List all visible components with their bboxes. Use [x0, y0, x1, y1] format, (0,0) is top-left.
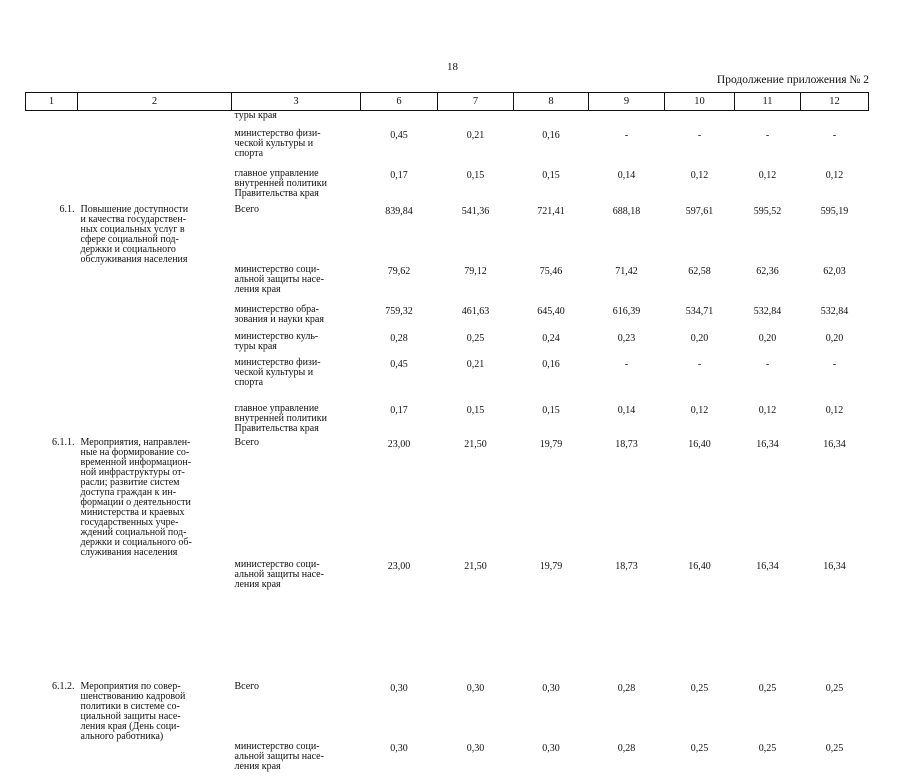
continuation-label: Продолжение приложения № 2: [716, 74, 869, 86]
page-number: 18: [447, 61, 458, 73]
row-value: 597,61: [685, 205, 714, 217]
row-code: [26, 742, 78, 782]
row-value: 721,41: [537, 205, 565, 217]
row-value: 616,39: [612, 305, 641, 317]
row-value: 75,46: [539, 265, 563, 277]
row-value: 16,40: [688, 560, 711, 572]
row-value: 839,84: [385, 205, 413, 217]
table-body: [26, 111, 869, 782]
row-value: 759,32: [385, 305, 413, 317]
table-row: [26, 203, 869, 265]
row-value: 21,50: [464, 438, 487, 450]
row-name: [78, 265, 232, 305]
row-name: Мероприятия по совер- шенствованию кадровой политики в системе со- циальной защиты насе- ления края (День соци- ального работника): [80, 680, 186, 742]
row-value: -: [832, 358, 837, 370]
row-value: 461,63: [461, 305, 490, 317]
row-value: 23,00: [387, 560, 411, 572]
row-value: 0,30: [542, 742, 560, 754]
row-value: 645,40: [537, 305, 565, 317]
row-value: 0,28: [390, 332, 408, 344]
row-value: 0,24: [542, 332, 560, 344]
row-value: -: [697, 129, 702, 141]
row-value: 79,62: [387, 265, 411, 277]
row-organization: министерство физи- ческой культуры и спорта: [234, 127, 321, 159]
row-value: 0,30: [466, 742, 485, 754]
row-value: 0,25: [466, 332, 485, 344]
table-row: [26, 123, 869, 163]
row-value: [665, 111, 735, 123]
row-value: 595,19: [820, 205, 849, 217]
column-header: 6: [361, 93, 438, 111]
table-row: [26, 111, 869, 123]
row-organization: министерство соци- альной защиты насе- ления края: [234, 740, 324, 772]
row-value: -: [697, 358, 702, 370]
row-organization: Всего: [234, 436, 260, 448]
row-value: -: [624, 129, 629, 141]
column-header: 12: [801, 93, 869, 111]
row-value: 16,34: [823, 438, 846, 450]
row-value: 0,20: [825, 332, 844, 344]
row-value: 23,00: [387, 438, 411, 450]
row-value: 0,25: [690, 682, 709, 694]
row-value: 18,73: [615, 560, 638, 572]
row-name: [78, 742, 232, 782]
row-organization: Всего: [234, 203, 260, 215]
row-value: 0,15: [466, 169, 485, 181]
row-value: 0,14: [617, 404, 636, 416]
row-code: 6.1.: [59, 203, 75, 215]
row-value: 595,52: [753, 205, 782, 217]
row-value: 0,25: [758, 682, 777, 694]
row-value: 0,12: [758, 404, 777, 416]
row-value: 0,30: [542, 682, 560, 694]
column-header: 9: [589, 93, 665, 111]
row-value: 0,15: [542, 169, 560, 181]
row-value: 0,25: [758, 742, 777, 754]
row-value: 0,25: [690, 742, 709, 754]
row-value: [735, 111, 801, 123]
column-header: 7: [438, 93, 514, 111]
row-value: [361, 111, 438, 123]
row-value: 0,21: [466, 129, 485, 141]
row-code: 6.1.1.: [52, 436, 75, 448]
row-value: 0,25: [825, 682, 844, 694]
row-name: Мероприятия, направлен- ные на формирование со- временной информацион- ной инфраструктуры от- расли; развитие систем доступа граждан к ин- формации о деятельности министерства и краевых государственных учре- ждений социальной под- держки и социального об- служивания населения: [80, 436, 192, 558]
row-name: [78, 163, 232, 203]
row-organization: министерство обра- зования и науки края: [234, 303, 324, 325]
row-value: 16,34: [823, 560, 846, 572]
row-organization: министерство соци- альной защиты насе- ления края: [234, 558, 324, 590]
row-value: 532,84: [753, 305, 782, 317]
row-value: 0,12: [825, 169, 844, 181]
row-value: 0,12: [690, 404, 709, 416]
row-code: 6.1.2.: [52, 680, 75, 692]
row-value: 21,50: [464, 560, 487, 572]
row-value: 0,28: [617, 742, 636, 754]
table-row: [26, 163, 869, 203]
table-row: [26, 358, 869, 398]
row-name: [78, 358, 232, 398]
row-value: 0,16: [542, 358, 560, 370]
row-organization: Всего: [234, 680, 260, 692]
row-value: 0,17: [390, 404, 408, 416]
table-row: [26, 558, 869, 678]
row-code: [26, 558, 78, 678]
row-value: 0,14: [617, 169, 636, 181]
row-value: 0,23: [617, 332, 636, 344]
row-value: 0,30: [390, 742, 408, 754]
row-value: 532,84: [820, 305, 849, 317]
row-organization: главное управление внутренней политики Правительства края: [234, 167, 327, 199]
row-value: 0,20: [690, 332, 709, 344]
row-value: 0,15: [542, 404, 560, 416]
row-value: [438, 111, 514, 123]
row-organization: главное управление внутренней политики Правительства края: [234, 402, 327, 434]
row-value: [589, 111, 665, 123]
row-value: 0,45: [390, 129, 408, 141]
row-value: 0,28: [617, 682, 636, 694]
row-value: 0,30: [390, 682, 408, 694]
row-value: 0,12: [690, 169, 709, 181]
row-organization: туры края: [234, 110, 277, 121]
row-value: 16,34: [756, 560, 779, 572]
row-code: [26, 398, 78, 436]
row-value: 0,16: [542, 129, 560, 141]
row-code: [26, 358, 78, 398]
column-header: 8: [514, 93, 589, 111]
row-value: 16,34: [756, 438, 779, 450]
table-header-row: [26, 93, 869, 111]
row-organization: министерство куль- туры края: [234, 330, 319, 352]
row-name: [78, 398, 232, 436]
row-value: 62,58: [688, 265, 711, 277]
row-value: 0,30: [466, 682, 485, 694]
row-code: [26, 305, 78, 332]
row-name: [78, 123, 232, 163]
column-header: 1: [26, 93, 78, 111]
row-name: [78, 305, 232, 332]
row-value: 79,12: [464, 265, 487, 277]
row-value: 0,12: [825, 404, 844, 416]
row-organization: министерство физи- ческой культуры и спорта: [234, 356, 321, 388]
table-row: [26, 678, 869, 742]
column-header: 11: [735, 93, 801, 111]
table-row: [26, 398, 869, 436]
row-code: [26, 332, 78, 358]
row-value: 0,21: [466, 358, 485, 370]
table-row: [26, 305, 869, 332]
row-value: [514, 111, 589, 123]
row-value: 0,45: [390, 358, 408, 370]
row-value: 18,73: [615, 438, 638, 450]
row-value: 16,40: [688, 438, 711, 450]
row-value: -: [832, 129, 837, 141]
row-value: 541,36: [461, 205, 490, 217]
row-value: -: [624, 358, 629, 370]
budget-table: [25, 92, 869, 782]
row-value: 688,18: [612, 205, 641, 217]
table-row: [26, 742, 869, 782]
row-name: [78, 111, 232, 123]
row-value: 0,15: [466, 404, 485, 416]
row-value: [801, 111, 869, 123]
table-row: [26, 332, 869, 358]
row-value: 19,79: [539, 438, 563, 450]
table-row: [26, 265, 869, 305]
row-name: Повышение доступности и качества государствен- ных социальных услуг в сфере социальной под- держки и социального обслуживания населения: [80, 203, 189, 265]
row-name: [78, 332, 232, 358]
row-value: 19,79: [539, 560, 563, 572]
table-row: [26, 436, 869, 558]
row-value: 71,42: [615, 265, 638, 277]
row-code: [26, 111, 78, 123]
row-value: -: [765, 129, 770, 141]
row-value: 0,17: [390, 169, 408, 181]
column-header: 10: [665, 93, 735, 111]
row-value: -: [765, 358, 770, 370]
row-code: [26, 123, 78, 163]
row-value: 534,71: [685, 305, 714, 317]
row-code: [26, 265, 78, 305]
row-value: 62,36: [756, 265, 779, 277]
row-value: 0,20: [758, 332, 777, 344]
row-code: [26, 163, 78, 203]
row-value: 62,03: [823, 265, 846, 277]
row-organization: министерство соци- альной защиты насе- ления края: [234, 263, 324, 295]
row-value: 0,12: [758, 169, 777, 181]
row-name: [78, 558, 232, 678]
column-header: 2: [78, 93, 232, 111]
column-header: 3: [232, 93, 361, 111]
row-value: 0,25: [825, 742, 844, 754]
